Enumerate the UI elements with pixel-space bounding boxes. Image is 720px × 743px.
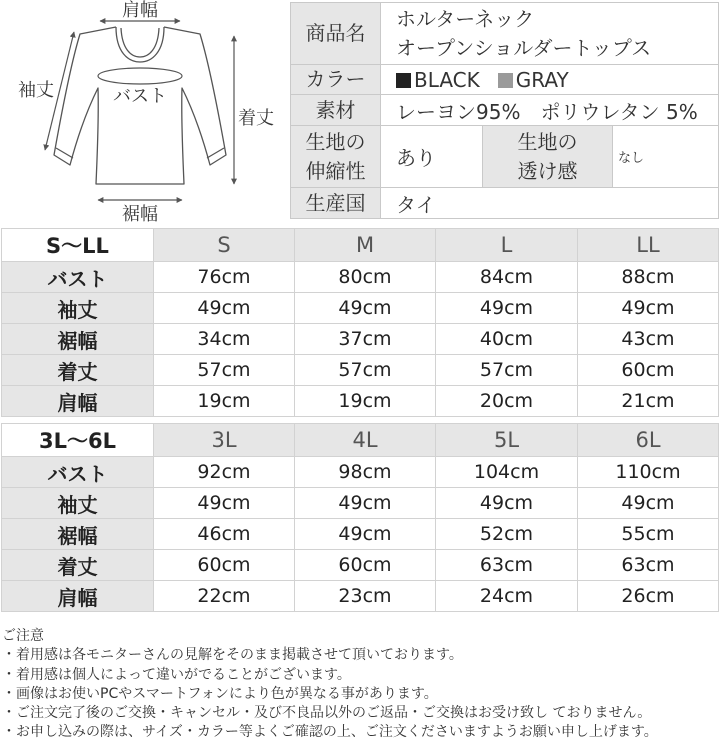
sheerness-label-line-2: 透け感 (517, 158, 578, 183)
material-value: レーヨン95% ポリウレタン 5% (381, 95, 719, 126)
color-name-black: BLACK (414, 67, 480, 92)
measurement-value: 57cm (295, 355, 436, 386)
measurement-value: 40cm (436, 324, 578, 355)
measurement-value: 104cm (436, 457, 578, 488)
size-header-row (2, 424, 719, 457)
measurement-label: 肩幅 (2, 581, 154, 612)
product-name-value (381, 3, 719, 65)
stretch-label-line-1: 生地の (305, 129, 366, 154)
size-column-header: 5L (436, 424, 578, 457)
left-cuff-line (56, 148, 73, 158)
measurement-value: 20cm (436, 386, 578, 417)
measurement-value: 60cm (295, 550, 436, 581)
measurement-value: 34cm (154, 324, 295, 355)
measurement-label: 着丈 (2, 550, 154, 581)
size-column-header: 4L (295, 424, 436, 457)
length-label: 着丈 (238, 108, 274, 129)
measurement-value: 46cm (154, 519, 295, 550)
measurement-row (2, 457, 719, 488)
measurement-row (2, 488, 719, 519)
note-item: ・着用感は個人によって違いがでることがございます。 (2, 666, 351, 683)
note-item: ・画像はお使いPCやスマートフォンにより色が異なる事があります。 (2, 685, 438, 702)
measurement-value: 84cm (436, 262, 578, 293)
measurement-value: 26cm (578, 581, 719, 612)
measurement-value: 49cm (295, 519, 436, 550)
measurement-value: 22cm (154, 581, 295, 612)
measurement-value: 49cm (578, 488, 719, 519)
measurement-value: 49cm (295, 488, 436, 519)
measurement-row (2, 581, 719, 612)
measurement-value: 23cm (295, 581, 436, 612)
measurement-value: 60cm (154, 550, 295, 581)
black-swatch-icon (396, 73, 411, 88)
measurement-row (2, 386, 719, 417)
measurement-row (2, 293, 719, 324)
size-column-header: 3L (154, 424, 295, 457)
measurement-label: 裾幅 (2, 519, 154, 550)
size-table-body (2, 424, 719, 612)
measurement-label: 肩幅 (2, 386, 154, 417)
notes-title: ご注意 (2, 628, 44, 644)
measurement-value: 21cm (578, 386, 719, 417)
measurement-row (2, 550, 719, 581)
size-column-header: L (436, 229, 578, 262)
measurement-value: 43cm (578, 324, 719, 355)
size-header-row (2, 229, 719, 262)
measurement-value: 63cm (436, 550, 578, 581)
measurement-value: 88cm (578, 262, 719, 293)
product-name-line-2: オープンショルダートップス (396, 35, 652, 60)
size-range-label: S〜LL (2, 229, 154, 262)
stretch-value: あり (381, 126, 483, 188)
measurement-value: 19cm (154, 386, 295, 417)
fabric-row (291, 126, 719, 188)
stretch-label-line-2: 伸縮性 (305, 158, 366, 183)
measurement-row (2, 519, 719, 550)
product-name-label: 商品名 (291, 3, 381, 65)
measurement-label: 裾幅 (2, 324, 154, 355)
measurement-label: 袖丈 (2, 488, 154, 519)
measurement-row (2, 262, 719, 293)
size-table-3l-to-6l (1, 423, 719, 612)
color-option-black (396, 68, 480, 92)
measurement-value: 57cm (436, 355, 578, 386)
measurement-value: 24cm (436, 581, 578, 612)
gray-swatch-icon (498, 73, 513, 88)
measurement-value: 76cm (154, 262, 295, 293)
stretch-label (291, 126, 381, 188)
measurement-row (2, 324, 719, 355)
sheerness-label-line-1: 生地の (517, 129, 578, 154)
collar-inner-line (121, 28, 159, 57)
sheerness-value: なし (613, 126, 719, 188)
measurement-value: 49cm (154, 293, 295, 324)
origin-value: タイ (381, 188, 719, 219)
measurement-value: 49cm (436, 488, 578, 519)
measurement-value: 80cm (295, 262, 436, 293)
size-range-label: 3L〜6L (2, 424, 154, 457)
measurement-value: 37cm (295, 324, 436, 355)
notes-section (2, 627, 718, 743)
measurement-value: 60cm (578, 355, 719, 386)
measurement-value: 49cm (436, 293, 578, 324)
note-item: ・着用感は各モニターさんの見解をそのまま掲載させて頂いております。 (2, 647, 463, 664)
product-info-body (291, 3, 719, 219)
color-options (381, 65, 719, 95)
sheerness-label (483, 126, 613, 188)
size-column-header: S (154, 229, 295, 262)
origin-label: 生産国 (291, 188, 381, 219)
measurement-value: 49cm (578, 293, 719, 324)
size-column-header: M (295, 229, 436, 262)
size-table-s-to-ll (1, 228, 719, 417)
measurement-value: 92cm (154, 457, 295, 488)
measurement-label: バスト (2, 262, 154, 293)
measurement-label: バスト (2, 457, 154, 488)
material-label: 素材 (291, 95, 381, 126)
garment-diagram (0, 0, 286, 225)
bust-measure-ring (98, 68, 182, 84)
note-item: ・ご注文完了後のご交換・キャンセル・及び不良品以外のご返品・ご交換はお受け致し ておりません。 (2, 705, 652, 722)
sleeve-length-label: 袖丈 (18, 80, 54, 101)
measurement-value: 57cm (154, 355, 295, 386)
measurement-value: 55cm (578, 519, 719, 550)
color-option-gray (498, 68, 569, 92)
measurement-value: 110cm (578, 457, 719, 488)
measurement-value: 49cm (295, 293, 436, 324)
material-row (291, 95, 719, 126)
bust-label: バスト (113, 86, 167, 107)
size-column-header: 6L (578, 424, 719, 457)
size-column-header: LL (578, 229, 719, 262)
product-name-line-1: ホルターネック (396, 6, 535, 31)
color-row (291, 65, 719, 95)
hem-width-label: 裾幅 (122, 204, 158, 225)
product-info-table (290, 2, 719, 219)
shoulder-width-label: 肩幅 (122, 0, 158, 21)
measurement-label: 袖丈 (2, 293, 154, 324)
origin-row (291, 188, 719, 219)
notes-list (2, 646, 718, 742)
measurement-label: 着丈 (2, 355, 154, 386)
size-table-body (2, 229, 719, 417)
color-label: カラー (291, 65, 381, 95)
measurement-value: 49cm (154, 488, 295, 519)
measurement-row (2, 355, 719, 386)
measurement-value: 19cm (295, 386, 436, 417)
product-name-row (291, 3, 719, 65)
measurement-value: 98cm (295, 457, 436, 488)
color-name-gray: GRAY (515, 67, 569, 92)
right-cuff-line (207, 148, 224, 158)
measurement-value: 52cm (436, 519, 578, 550)
note-item: ・お申し込みの際は、サイズ・カラー等よくご確認の上、ご注文くださいますようお願い申し上げます。 (2, 724, 658, 741)
measurement-value: 63cm (578, 550, 719, 581)
